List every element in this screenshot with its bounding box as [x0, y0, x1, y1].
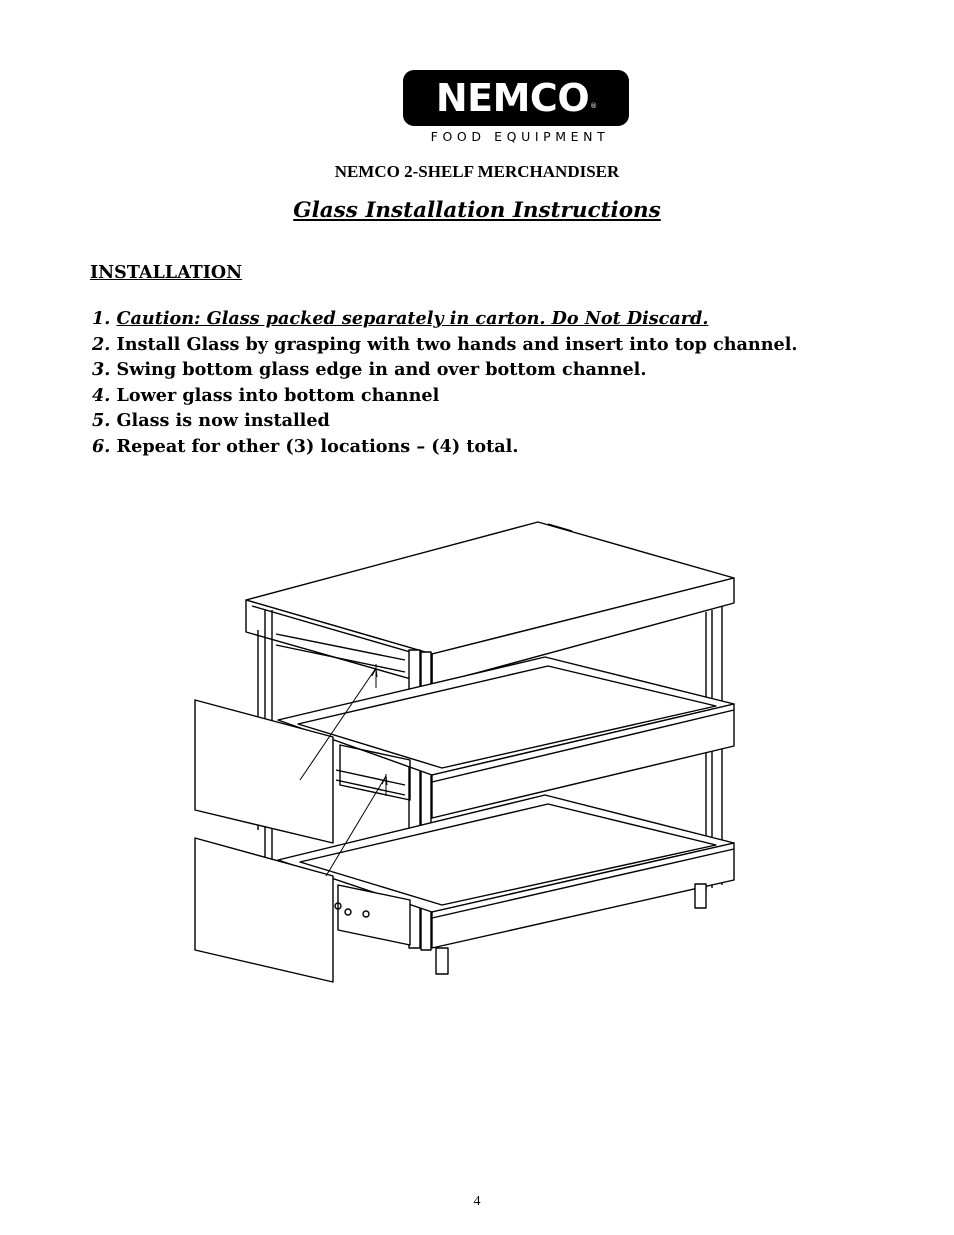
document-title: Glass Installation Instructions [293, 198, 661, 223]
step-text: Swing bottom glass edge in and over bottom channel. [116, 359, 647, 381]
instruction-list [92, 306, 798, 460]
section-heading: INSTALLATION [90, 263, 243, 283]
instruction-step [92, 434, 798, 460]
caution-text: Caution: Glass packed separately in carton. Do Not Discard. [116, 308, 709, 329]
step-number: 2. [92, 333, 111, 355]
instruction-step [92, 408, 798, 434]
logo-badge [403, 70, 629, 126]
step-text: Install Glass by grasping with two hands and insert into top channel. [116, 333, 798, 355]
leg [695, 884, 706, 908]
instruction-step [92, 383, 798, 409]
registered-mark: ® [590, 102, 598, 110]
instruction-step [92, 357, 798, 383]
document-subtitle: NEMCO 2-SHELF MERCHANDISER [334, 162, 620, 181]
instruction-step [92, 306, 798, 332]
nemco-logo [403, 70, 631, 150]
logo-wordmark: NEMCO [435, 76, 590, 120]
step-number: 5. [92, 410, 111, 432]
logo-tagline: FOOD EQUIPMENT [430, 129, 610, 144]
step-text: Glass is now installed [116, 410, 330, 432]
page-number: 4 [473, 1194, 481, 1209]
step-number: 1. [92, 308, 111, 329]
step-text: Repeat for other (3) locations – (4) total. [116, 435, 519, 457]
leg [436, 948, 448, 974]
merchandiser-diagram [180, 510, 760, 990]
step-text: Lower glass into bottom channel [116, 384, 440, 406]
instruction-step [92, 332, 798, 358]
step-number: 6. [92, 435, 111, 457]
step-number: 4. [92, 384, 111, 406]
step-number: 3. [92, 359, 111, 381]
